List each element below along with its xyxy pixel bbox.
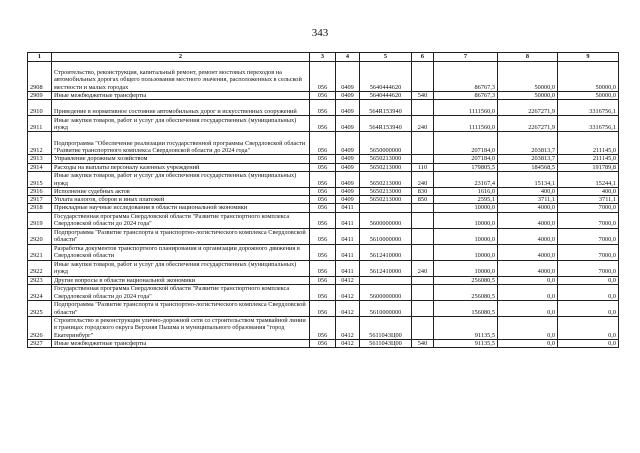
ved-code-cell: 056 — [310, 340, 336, 348]
amount-year3-cell: 211145,0 — [558, 132, 619, 155]
amount-year1-cell: 10000,0 — [434, 204, 498, 212]
expense-type-cell: 240 — [412, 260, 434, 276]
table-row — [28, 62, 619, 92]
amount-year1-cell: 207184,0 — [434, 132, 498, 155]
page-number: 343 — [311, 27, 329, 39]
ved-code-cell: 056 — [310, 116, 336, 132]
table-row — [28, 100, 619, 116]
row-number-cell: 2916 — [28, 187, 52, 195]
amount-year1-cell: 10000,0 — [434, 228, 498, 244]
target-article-cell: 5640444620 — [360, 62, 412, 92]
target-article-cell: 5650213000 — [360, 155, 412, 163]
section-code-cell: 0409 — [336, 100, 360, 116]
amount-year2-cell: 0,0 — [498, 301, 558, 317]
amount-year2-cell: 3711,1 — [498, 196, 558, 204]
ved-code-cell: 056 — [310, 204, 336, 212]
expense-type-cell: 110 — [412, 163, 434, 171]
expense-type-cell — [412, 285, 434, 301]
target-article-cell: 564R153940 — [360, 100, 412, 116]
expense-type-cell: 540 — [412, 340, 434, 348]
ved-code-cell: 056 — [310, 196, 336, 204]
row-number-cell: 2915 — [28, 171, 52, 187]
row-number-cell: 2911 — [28, 116, 52, 132]
amount-year2-cell: 0,0 — [498, 276, 558, 284]
target-article-cell: 5600000000 — [360, 285, 412, 301]
amount-year1-cell: 2595,1 — [434, 196, 498, 204]
description-cell: Исполнение судебных актов — [52, 187, 310, 195]
target-article-cell: 5611043Ц00 — [360, 340, 412, 348]
target-article-cell: 5611043Ц00 — [360, 317, 412, 340]
table-row — [28, 92, 619, 100]
description-cell: Приведение в нормативное состояние автомобильных дорог и искусственных сооружений — [52, 100, 310, 116]
description-cell: Прикладные научные исследования в области национальной экономики — [52, 204, 310, 212]
row-number-cell: 2918 — [28, 204, 52, 212]
description-cell: Уплата налогов, сборов и иных платежей — [52, 196, 310, 204]
column-header: 7 — [434, 53, 498, 62]
description-cell: Государственная программа Свердловской области "Развитие транспортного комплекса Свердловской области до 2024 года" — [52, 285, 310, 301]
amount-year1-cell: 179805,5 — [434, 163, 498, 171]
target-article-cell: 5650213000 — [360, 187, 412, 195]
amount-year3-cell: 50000,0 — [558, 92, 619, 100]
amount-year1-cell: 86767,3 — [434, 62, 498, 92]
ved-code-cell: 056 — [310, 100, 336, 116]
ved-code-cell: 056 — [310, 260, 336, 276]
amount-year1-cell: 10000,0 — [434, 244, 498, 260]
table-row — [28, 260, 619, 276]
target-article-cell: 5610000000 — [360, 228, 412, 244]
section-code-cell: 0411 — [336, 204, 360, 212]
section-code-cell: 0412 — [336, 340, 360, 348]
amount-year3-cell: 7000,0 — [558, 204, 619, 212]
table-row — [28, 276, 619, 284]
table-row — [28, 171, 619, 187]
row-number-cell: 2920 — [28, 228, 52, 244]
amount-year2-cell: 4000,0 — [498, 228, 558, 244]
amount-year3-cell: 0,0 — [558, 301, 619, 317]
row-number-cell: 2908 — [28, 62, 52, 92]
amount-year1-cell: 256080,5 — [434, 276, 498, 284]
table-row — [28, 340, 619, 348]
amount-year3-cell: 7000,0 — [558, 212, 619, 228]
description-cell: Строительство и реконструкция улично-дорожной сети со строительством трамвайной линии в границах городского округа Верхняя Пышма и муниципального образования "город Екатеринбург" — [52, 317, 310, 340]
description-cell: Управление дорожным хозяйством — [52, 155, 310, 163]
target-article-cell: 5612410000 — [360, 260, 412, 276]
table-row — [28, 301, 619, 317]
amount-year3-cell: 211145,0 — [558, 155, 619, 163]
row-number-cell: 2913 — [28, 155, 52, 163]
amount-year3-cell: 3316756,1 — [558, 116, 619, 132]
row-number-cell: 2922 — [28, 260, 52, 276]
section-code-cell: 0409 — [336, 116, 360, 132]
section-code-cell: 0409 — [336, 132, 360, 155]
description-cell: Иные закупки товаров, работ и услуг для обеспечения государственных (муниципальных) нужд — [52, 260, 310, 276]
target-article-cell: 5650213000 — [360, 171, 412, 187]
expense-type-cell — [412, 301, 434, 317]
table-header-row — [28, 53, 619, 62]
expense-type-cell — [412, 317, 434, 340]
description-cell: Строительство, реконструкция, капитальный ремонт, ремонт мостовых переходов на автомобильных дорогах общего пользования местного значения, расположенных в сельской местности и малых городах — [52, 62, 310, 92]
amount-year2-cell: 184568,5 — [498, 163, 558, 171]
ved-code-cell: 056 — [310, 92, 336, 100]
target-article-cell: 5650000000 — [360, 132, 412, 155]
amount-year1-cell: 1111560,0 — [434, 116, 498, 132]
table-row — [28, 317, 619, 340]
table-row — [28, 212, 619, 228]
amount-year2-cell: 4000,0 — [498, 212, 558, 228]
description-cell: Подпрограмма "Обеспечение реализации государственной программы Свердловской области "Развитие транспортного комплекса Свердловской области до 2024 года" — [52, 132, 310, 155]
column-header: 3 — [310, 53, 336, 62]
description-cell: Государственная программа Свердловской области "Развитие транспортного комплекса Свердловской области до 2024 года" — [52, 212, 310, 228]
section-code-cell: 0412 — [336, 317, 360, 340]
amount-year2-cell: 4000,0 — [498, 260, 558, 276]
expense-type-cell — [412, 212, 434, 228]
row-number-cell: 2917 — [28, 196, 52, 204]
target-article-cell: 5600000000 — [360, 212, 412, 228]
expense-type-cell: 850 — [412, 196, 434, 204]
amount-year2-cell: 50000,0 — [498, 92, 558, 100]
amount-year1-cell: 156080,5 — [434, 301, 498, 317]
ved-code-cell: 056 — [310, 171, 336, 187]
row-number-cell: 2927 — [28, 340, 52, 348]
expense-type-cell: 240 — [412, 171, 434, 187]
amount-year2-cell: 15134,1 — [498, 171, 558, 187]
amount-year3-cell: 0,0 — [558, 285, 619, 301]
section-code-cell: 0409 — [336, 171, 360, 187]
row-number-cell: 2914 — [28, 163, 52, 171]
ved-code-cell: 056 — [310, 212, 336, 228]
table-row — [28, 155, 619, 163]
row-number-cell: 2921 — [28, 244, 52, 260]
ved-code-cell: 056 — [310, 276, 336, 284]
amount-year2-cell: 203813,7 — [498, 132, 558, 155]
row-number-cell: 2919 — [28, 212, 52, 228]
section-code-cell: 0411 — [336, 244, 360, 260]
expense-type-cell — [412, 228, 434, 244]
amount-year3-cell: 15244,1 — [558, 171, 619, 187]
amount-year1-cell: 10000,0 — [434, 260, 498, 276]
amount-year2-cell: 2267271,9 — [498, 116, 558, 132]
amount-year1-cell: 1111560,0 — [434, 100, 498, 116]
table-row — [28, 116, 619, 132]
amount-year1-cell: 86767,3 — [434, 92, 498, 100]
amount-year3-cell: 400,0 — [558, 187, 619, 195]
section-code-cell: 0409 — [336, 187, 360, 195]
column-header: 4 — [336, 53, 360, 62]
amount-year3-cell: 3711,1 — [558, 196, 619, 204]
section-code-cell: 0411 — [336, 212, 360, 228]
column-header: 6 — [412, 53, 434, 62]
table-row — [28, 244, 619, 260]
expense-type-cell — [412, 244, 434, 260]
table-body — [28, 62, 619, 348]
row-number-cell: 2923 — [28, 276, 52, 284]
ved-code-cell: 056 — [310, 62, 336, 92]
amount-year3-cell: 191789,8 — [558, 163, 619, 171]
section-code-cell: 0409 — [336, 92, 360, 100]
description-cell: Другие вопросы в области национальной экономики — [52, 276, 310, 284]
ved-code-cell: 056 — [310, 163, 336, 171]
description-cell: Иные межбюджетные трансферты — [52, 340, 310, 348]
amount-year2-cell: 4000,0 — [498, 204, 558, 212]
amount-year1-cell: 91135,5 — [434, 317, 498, 340]
budget-table — [27, 52, 619, 348]
section-code-cell: 0412 — [336, 285, 360, 301]
expense-type-cell — [412, 62, 434, 92]
section-code-cell: 0412 — [336, 276, 360, 284]
expense-type-cell: 240 — [412, 116, 434, 132]
target-article-cell: 5612410000 — [360, 244, 412, 260]
expense-type-cell — [412, 276, 434, 284]
column-header: 1 — [28, 53, 52, 62]
description-cell: Разработка документов транспортного планирования и организации дорожного движения в Свердловской области — [52, 244, 310, 260]
amount-year3-cell: 7000,0 — [558, 228, 619, 244]
description-cell: Расходы на выплаты персоналу казенных учреждений — [52, 163, 310, 171]
section-code-cell: 0411 — [336, 228, 360, 244]
table-row — [28, 132, 619, 155]
section-code-cell: 0409 — [336, 196, 360, 204]
amount-year1-cell: 207184,0 — [434, 155, 498, 163]
ved-code-cell: 056 — [310, 187, 336, 195]
row-number-cell: 2909 — [28, 92, 52, 100]
amount-year2-cell: 203813,7 — [498, 155, 558, 163]
target-article-cell: 564R153940 — [360, 116, 412, 132]
section-code-cell: 0412 — [336, 301, 360, 317]
expense-type-cell: 830 — [412, 187, 434, 195]
amount-year2-cell: 2267271,9 — [498, 100, 558, 116]
column-header: 5 — [360, 53, 412, 62]
table-row — [28, 228, 619, 244]
ved-code-cell: 056 — [310, 285, 336, 301]
description-cell: Иные закупки товаров, работ и услуг для обеспечения государственных (муниципальных) нужд — [52, 116, 310, 132]
amount-year2-cell: 50000,0 — [498, 62, 558, 92]
target-article-cell: 5650213000 — [360, 163, 412, 171]
ved-code-cell: 056 — [310, 301, 336, 317]
amount-year3-cell: 7000,0 — [558, 260, 619, 276]
amount-year1-cell: 256080,5 — [434, 285, 498, 301]
amount-year2-cell: 400,0 — [498, 187, 558, 195]
description-cell: Иные закупки товаров, работ и услуг для обеспечения государственных (муниципальных) нужд — [52, 171, 310, 187]
table-row — [28, 196, 619, 204]
expense-type-cell — [412, 100, 434, 116]
amount-year3-cell: 0,0 — [558, 317, 619, 340]
expense-type-cell — [412, 132, 434, 155]
target-article-cell: 5650213000 — [360, 196, 412, 204]
row-number-cell: 2912 — [28, 132, 52, 155]
column-header: 9 — [558, 53, 619, 62]
ved-code-cell: 056 — [310, 132, 336, 155]
row-number-cell: 2910 — [28, 100, 52, 116]
amount-year1-cell: 10000,0 — [434, 212, 498, 228]
amount-year3-cell: 7000,0 — [558, 244, 619, 260]
amount-year3-cell: 0,0 — [558, 340, 619, 348]
amount-year3-cell: 50000,0 — [558, 62, 619, 92]
amount-year2-cell: 4000,0 — [498, 244, 558, 260]
section-code-cell: 0409 — [336, 155, 360, 163]
section-code-cell: 0411 — [336, 260, 360, 276]
expense-type-cell — [412, 204, 434, 212]
expense-type-cell — [412, 155, 434, 163]
column-header: 2 — [52, 53, 310, 62]
amount-year1-cell: 91135,5 — [434, 340, 498, 348]
section-code-cell: 0409 — [336, 62, 360, 92]
amount-year3-cell: 0,0 — [558, 276, 619, 284]
amount-year3-cell: 3316756,1 — [558, 100, 619, 116]
table-row — [28, 204, 619, 212]
target-article-cell: 5640444620 — [360, 92, 412, 100]
description-cell: Иные межбюджетные трансферты — [52, 92, 310, 100]
description-cell: Подпрограмма "Развитие транспорта и транспортно-логистического комплекса Свердловской области" — [52, 301, 310, 317]
description-cell: Подпрограмма "Развитие транспорта и транспортно-логистического комплекса Свердловской области" — [52, 228, 310, 244]
section-code-cell: 0409 — [336, 163, 360, 171]
row-number-cell: 2925 — [28, 301, 52, 317]
column-header: 8 — [498, 53, 558, 62]
ved-code-cell: 056 — [310, 228, 336, 244]
ved-code-cell: 056 — [310, 155, 336, 163]
table-row — [28, 187, 619, 195]
target-article-cell — [360, 276, 412, 284]
amount-year1-cell: 23167,4 — [434, 171, 498, 187]
amount-year2-cell: 0,0 — [498, 340, 558, 348]
row-number-cell: 2924 — [28, 285, 52, 301]
ved-code-cell: 056 — [310, 317, 336, 340]
target-article-cell: 5610000000 — [360, 301, 412, 317]
table-row — [28, 285, 619, 301]
amount-year2-cell: 0,0 — [498, 317, 558, 340]
table-row — [28, 163, 619, 171]
amount-year2-cell: 0,0 — [498, 285, 558, 301]
expense-type-cell: 540 — [412, 92, 434, 100]
amount-year1-cell: 1616,0 — [434, 187, 498, 195]
ved-code-cell: 056 — [310, 244, 336, 260]
target-article-cell — [360, 204, 412, 212]
row-number-cell: 2926 — [28, 317, 52, 340]
